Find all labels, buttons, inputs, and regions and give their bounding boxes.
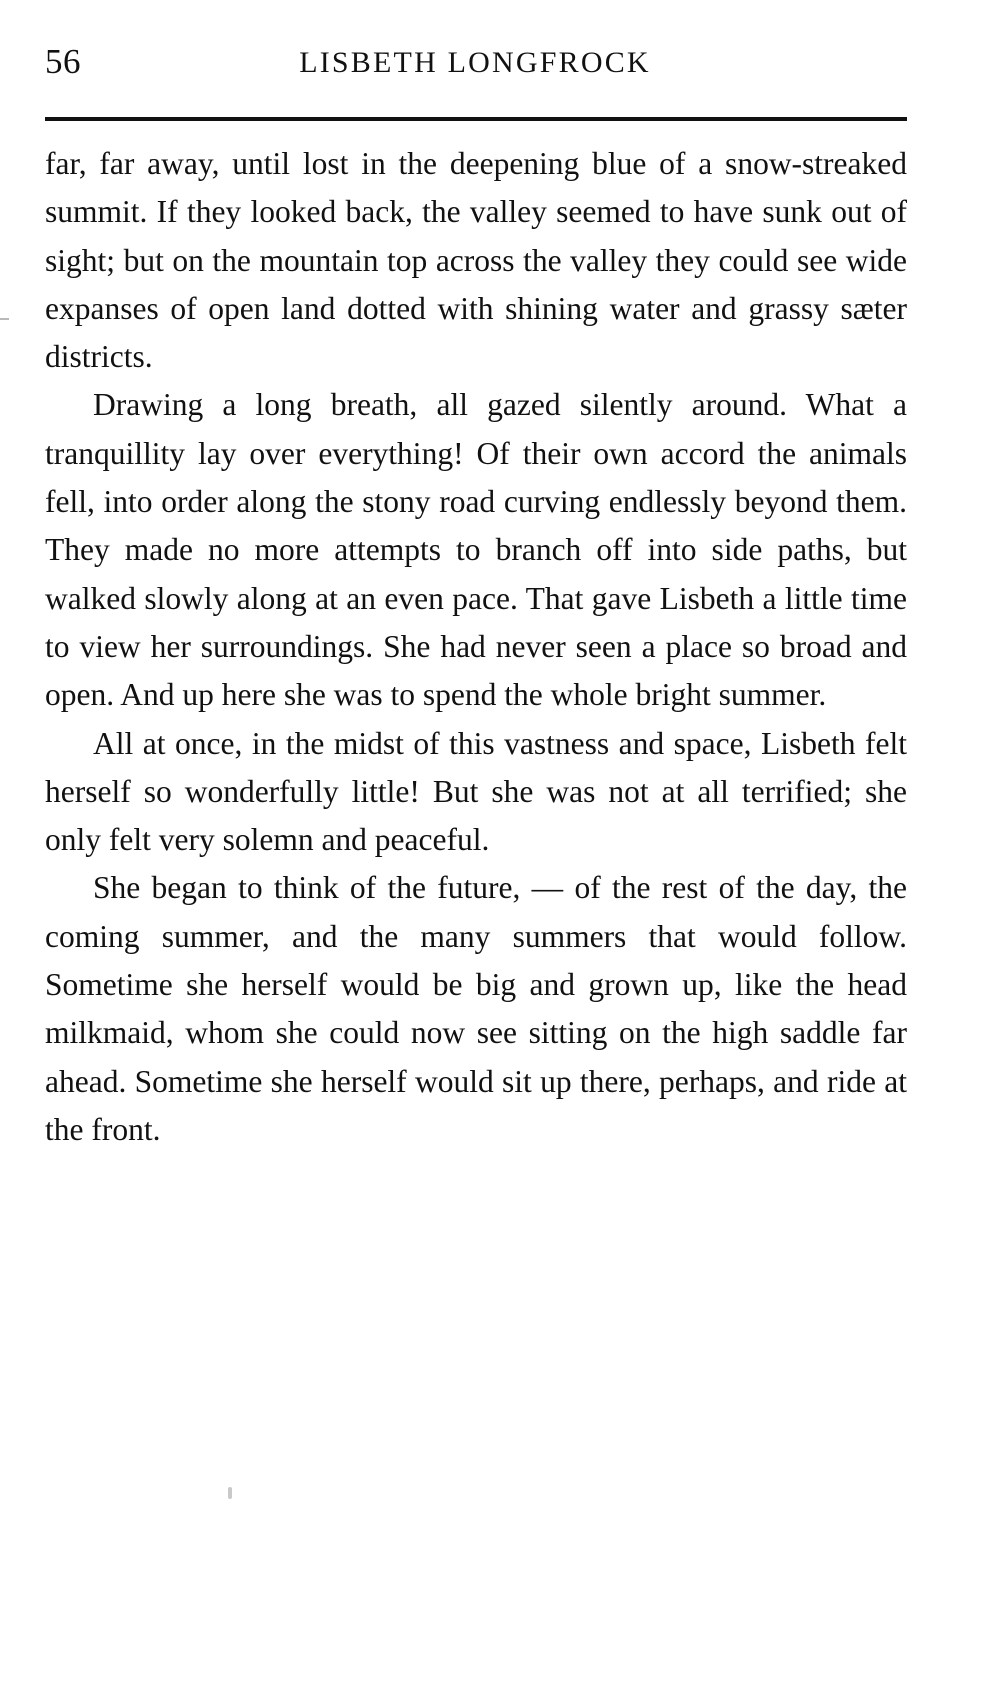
- page-header: [45, 42, 905, 94]
- paragraph: Drawing a long breath, all gazed silently around. What a tranquillity lay over everything! Of their own accord the animals fell, into order along the stony road curving endlessly beyond them. They made no more attempts to branch off into side paths, but walked slowly along at an even pace. That gave Lisbeth a little time to view her surroundings. She had never seen a place so broad and open. And up here she was to spend the whole bright summer.: [45, 387, 907, 713]
- running-head: LISBETH LONGFROCK: [299, 46, 651, 79]
- header-rule: [45, 117, 907, 121]
- paragraph: She began to think of the future, — of the rest of the day, the coming summer, and the many summers that would follow. Sometime she herself would be big and grown up, like the head milkmaid, whom she could now see sitting on the high saddle far ahead. Sometime she herself would sit up there, perhaps, and ride at the front.: [45, 870, 907, 1147]
- paragraph: All at once, in the midst of this vastness and space, Lisbeth felt herself so wonderfully little! But she was not at all terrified; she only felt very solemn and peaceful.: [45, 725, 907, 858]
- body-text: [45, 140, 907, 1154]
- scan-artifact-smudge: [228, 1487, 232, 1499]
- paragraph: far, far away, until lost in the deepening blue of a snow-streaked summit. If they looked back, the valley seemed to have sunk out of sight; but on the mountain top across the valley they could see wide expanses of open land dotted with shining water and grassy sæter districts.: [45, 146, 907, 375]
- scan-artifact-left-margin: [0, 318, 9, 320]
- page-number: 56: [45, 42, 81, 81]
